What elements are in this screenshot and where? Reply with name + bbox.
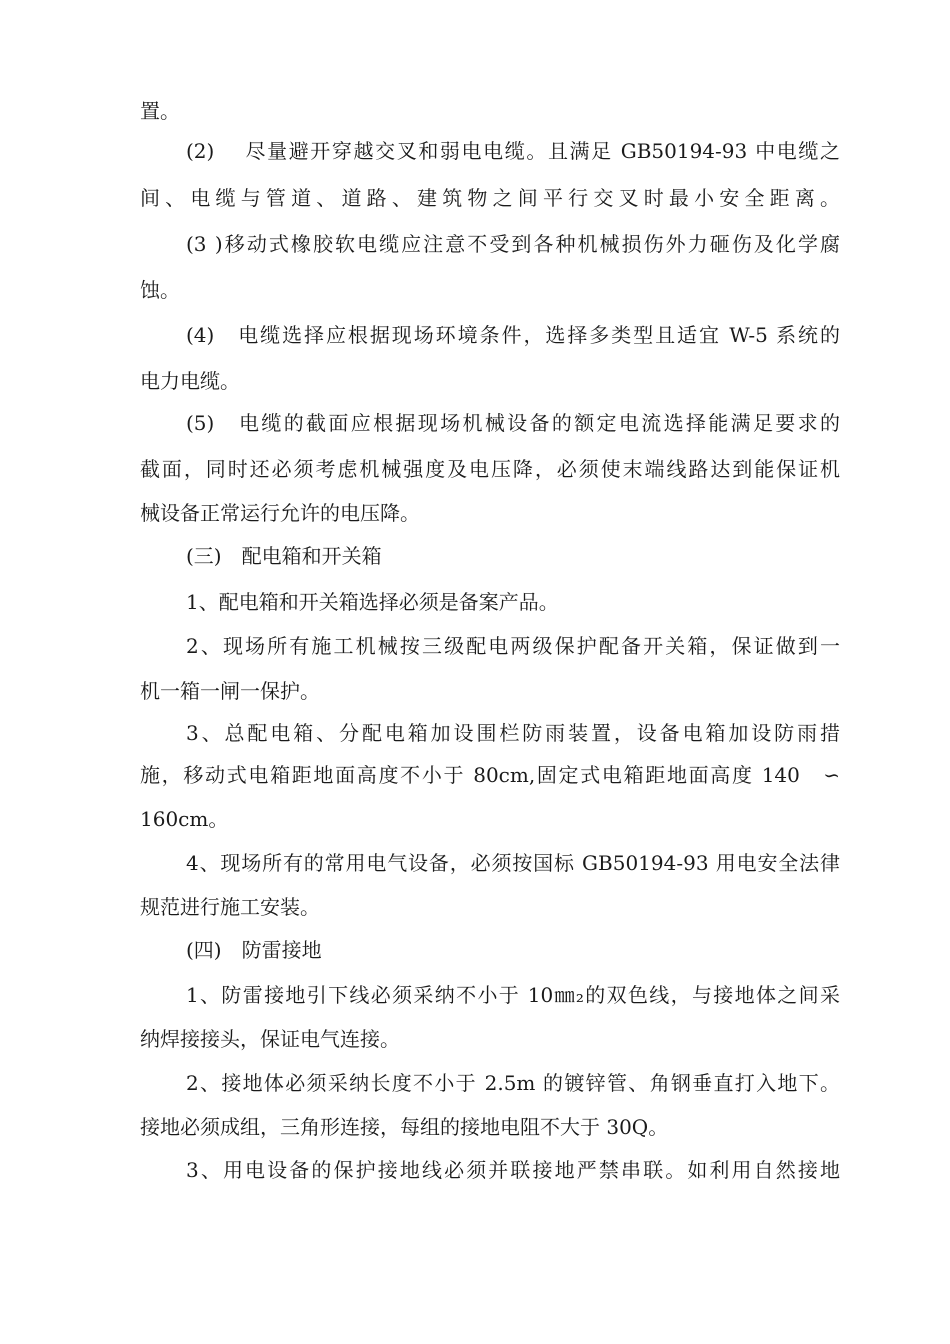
- text-line: 规范进行施工安装。: [140, 895, 320, 919]
- text-line: 械设备正常运行允许的电压降。: [140, 501, 420, 525]
- text-line: (3 )移动式橡胶软电缆应注意不受到各种机械损伤外力砸伤及化学腐: [186, 232, 840, 256]
- text-line: 1、配电箱和开关箱选择必须是备案产品。: [186, 590, 559, 614]
- text-line: 接地必须成组，三角形连接，每组的接地电阻不大于 30Q。: [140, 1115, 669, 1139]
- text-line: 3、总配电箱、分配电箱加设围栏防雨装置，设备电箱加设防雨措: [186, 721, 840, 745]
- text-line: 纳焊接接头，保证电气连接。: [140, 1027, 400, 1051]
- section-heading: (四) 防雷接地: [186, 938, 322, 962]
- text-line: 2、接地体必须采纳长度不小于 2.5m 的镀锌管、角钢垂直打入地下。: [186, 1071, 840, 1095]
- text-line: 截面，同时还必须考虑机械强度及电压降，必须使末端线路达到能保证机: [140, 457, 840, 481]
- text-line: 间、电缆与管道、道路、建筑物之间平行交叉时最小安全距离。: [140, 186, 840, 210]
- text-line: 蚀。: [140, 278, 180, 302]
- text-line: (4) 电缆选择应根据现场环境条件，选择多类型且适宜 W-5 系统的: [186, 323, 840, 347]
- section-heading: (三) 配电箱和开关箱: [186, 544, 382, 568]
- text-line: 1、防雷接地引下线必须采纳不小于 10㎜₂的双色线，与接地体之间采: [186, 983, 840, 1007]
- text-line: 电力电缆。: [140, 369, 240, 393]
- text-line: 置。: [140, 99, 180, 123]
- text-line: 3、用电设备的保护接地线必须并联接地严禁串联。如利用自然接地: [186, 1158, 840, 1182]
- text-line: 160cm。: [140, 807, 229, 831]
- text-line: 4、现场所有的常用电气设备，必须按国标 GB50194-93 用电安全法律: [186, 851, 840, 875]
- text-line: 施，移动式电箱距地面高度不小于 80cm,固定式电箱距地面高度 140 ∽: [140, 763, 840, 787]
- text-line: 2、现场所有施工机械按三级配电两级保护配备开关箱，保证做到一: [186, 634, 840, 658]
- text-line: 机一箱一闸一保护。: [140, 679, 320, 703]
- text-line: (5) 电缆的截面应根据现场机械设备的额定电流选择能满足要求的: [186, 411, 840, 435]
- text-line: (2) 尽量避开穿越交叉和弱电电缆。且满足 GB50194-93 中电缆之: [186, 139, 840, 163]
